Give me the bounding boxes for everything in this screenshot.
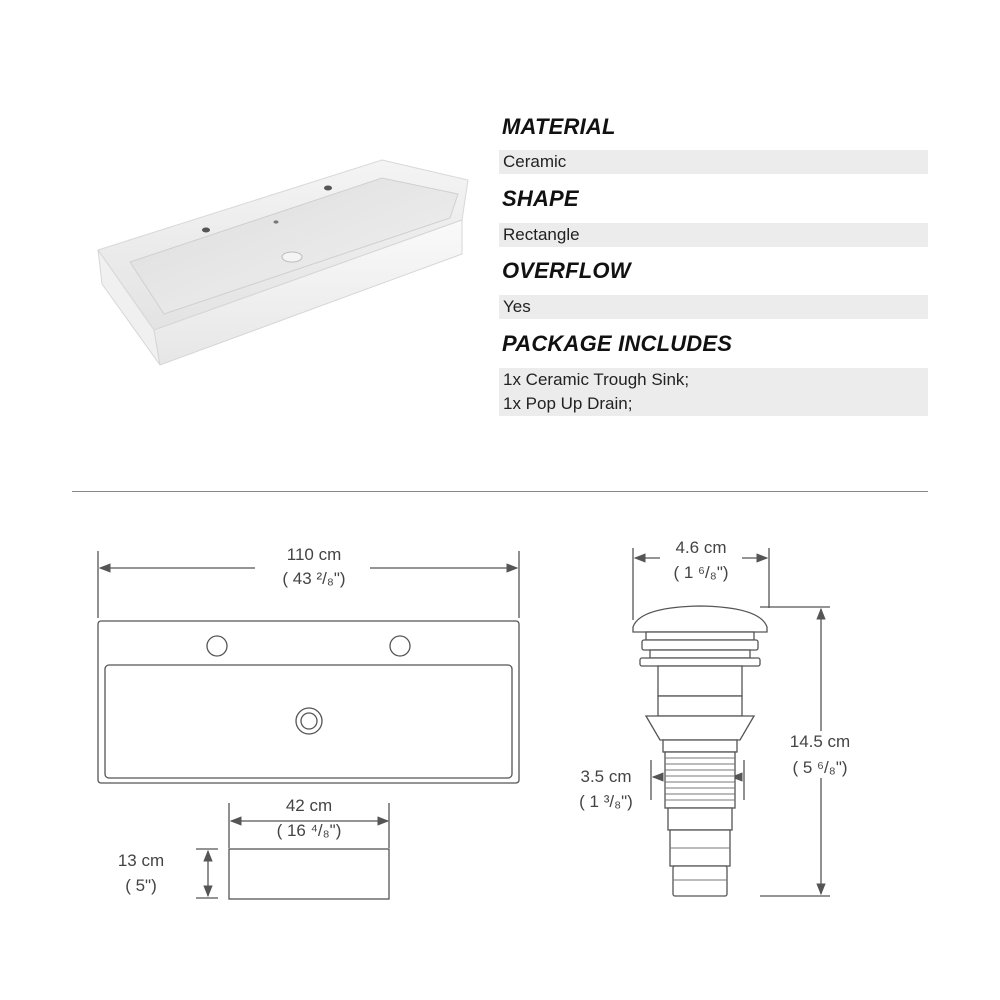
drain-outer-top (296, 708, 322, 734)
drain-cap-metric: 4.6 cm (675, 538, 727, 557)
shape-value: Rectangle (499, 223, 928, 247)
sink-height-metric: 13 cm (117, 851, 165, 870)
drain-height-metric: 14.5 cm (789, 732, 851, 751)
sink-depth-imperial: ( 16 ⁴/₈") (276, 821, 342, 840)
drain-height-imperial: ( 5 ⁶/₈") (792, 758, 848, 777)
sink-top-outline (98, 621, 519, 783)
sink-basin-outline (105, 665, 512, 778)
sink-depth-metric: 42 cm (285, 796, 333, 815)
drain-cap-imperial: ( 1 ⁶/₈") (673, 563, 729, 582)
package-line: 1x Ceramic Trough Sink; (503, 370, 690, 389)
sink-width-metric: 110 cm (286, 545, 342, 564)
shape-heading: SHAPE (502, 186, 579, 211)
sink-height-imperial: ( 5") (125, 876, 157, 895)
package-heading: PACKAGE INCLUDES (502, 331, 733, 356)
overflow-heading: OVERFLOW (502, 258, 631, 283)
sink-side-outline (229, 849, 389, 899)
drain-body-metric: 3.5 cm (580, 767, 632, 786)
material-heading: MATERIAL (502, 114, 616, 139)
overflow-value: Yes (499, 295, 928, 319)
drain-inner-top (301, 713, 317, 729)
sink-width-imperial: ( 43 ²/₈") (282, 569, 346, 588)
faucet-hole-left-top (207, 636, 227, 656)
faucet-hole-right-top (390, 636, 410, 656)
pop-up-drain-drawing (633, 606, 767, 896)
drain-body-imperial: ( 1 ³/₈") (579, 792, 633, 811)
material-value: Ceramic (499, 150, 928, 174)
package-line: 1x Pop Up Drain; (503, 394, 633, 413)
